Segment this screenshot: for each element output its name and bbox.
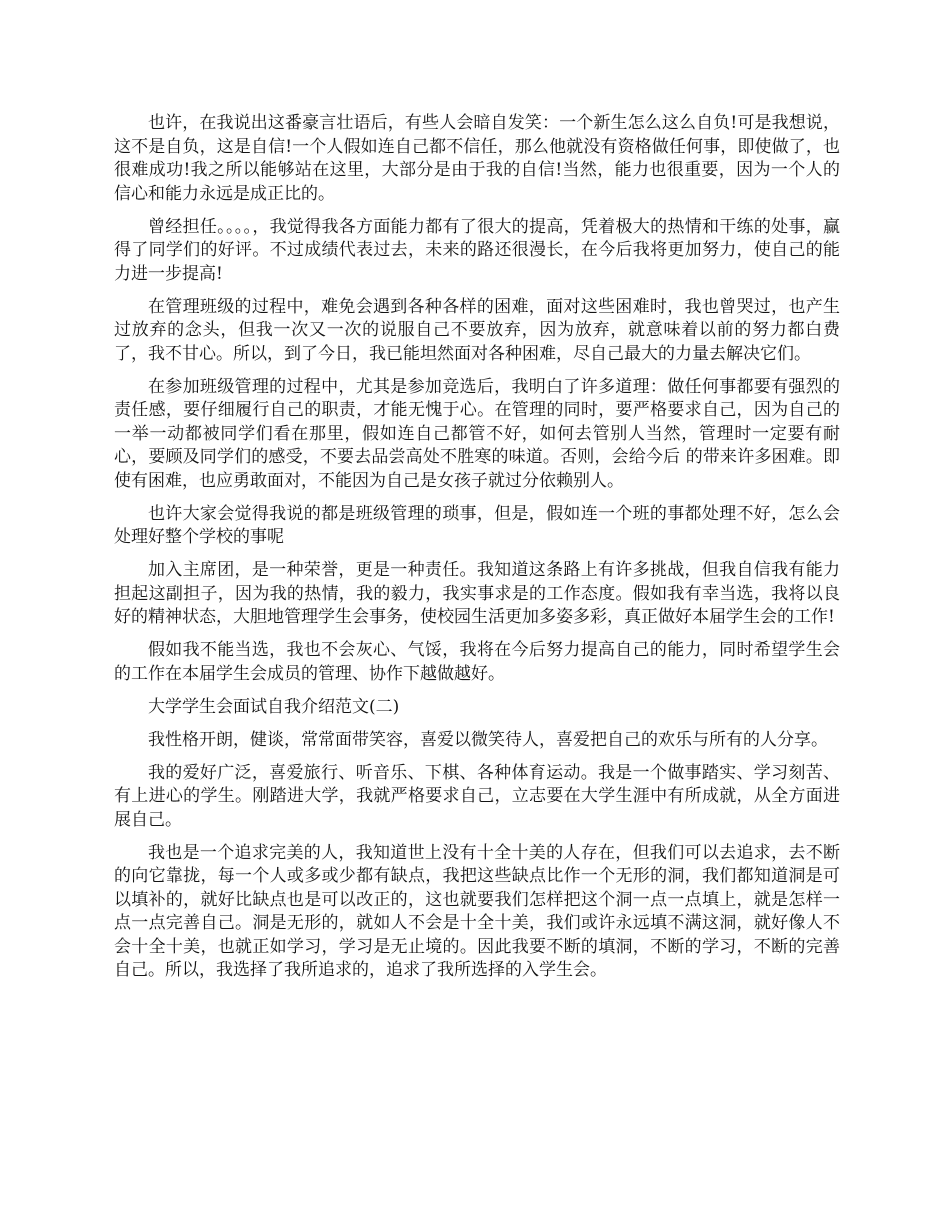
section-title: 大学学生会面试自我介绍范文(二) [148,696,400,717]
paragraph: 在管理班级的过程中，难免会遇到各种各样的困难，面对这些困难时，我也曾哭过，也产生过放弃的念头，但我一次又一次的说服自己不要放弃，因为放弃，就意味着以前的努力都白费了，我不甘心。所以，到了今日，我已能坦然面对各种困难，尽自己最大的力量去解决它们。 [114,296,840,364]
paragraph: 也许，在我说出这番豪言壮语后，有些人会暗自发笑：一个新生怎么这么自负!可是我想说，这不是自负，这是自信!一个人假如连自己都不信任，那么他就没有资格做任何事，即使做了，也很难成功!我之所以能够站在这里，大部分是由于我的自信!当然，能力也很重要，因为一个人的信心和能力永远是成正比的。 [114,113,840,204]
paragraph: 假如我不能当选，我也不会灰心、气馁，我将在今后努力提高自己的能力，同时希望学生会的工作在本届学生会成员的管理、协作下越做越好。 [114,640,840,684]
paragraph: 曾经担任。。。。，我觉得我各方面能力都有了很大的提高，凭着极大的热情和干练的处事，赢得了同学们的好评。不过成绩代表过去，未来的路还很漫长，在今后我将更加努力，使自己的能力进一步提高! [114,216,840,284]
paragraph: 在参加班级管理的过程中，尤其是参加竞选后，我明白了许多道理：做任何事都要有强烈的 责任感，要仔细履行自己的职责，才能无愧于心。在管理的同时，要严格要求自己，因为自己的一举一动都被同学们看在那里，假如连自己都管不好，如何去管别人当然，管理时一定要有耐心，要顾及同学们的感受，不要去品尝高处不胜寒的味道。否则，会给今后 的带来许多困难。即使有困难，也应勇敢面对，不能因为自己是女孩子就过分依赖别人。 [114,376,840,491]
document-body [114,112,840,992]
paragraph: 我的爱好广泛，喜爱旅行、听音乐、下棋、各种体育运动。我是一个做事踏实、学习刻苦、有上进心的学生。刚踏进大学，我就严格要求自己，立志要在大学生涯中有所成就，从全方面进展自己。 [114,762,840,830]
paragraph: 也许大家会觉得我说的都是班级管理的琐事，但是，假如连一个班的事都处理不好，怎么会处理好整个学校的事呢 [114,503,840,547]
paragraph: 我性格开朗，健谈，常常面带笑容，喜爱以微笑待人，喜爱把自己的欢乐与所有的人分享。 [148,729,828,750]
paragraph: 加入主席团，是一种荣誉，更是一种责任。我知道这条路上有许多挑战，但我自信我有能力担起这副担子，因为我的热情，我的毅力，我实事求是的工作态度。假如我有幸当选，我将以良好的精神状态，大胆地管理学生会事务，使校园生活更加多姿多彩，真正做好本届学生会的工作! [114,560,840,627]
paragraph: 我也是一个追求完美的人，我知道世上没有十全十美的人存在，但我们可以去追求，去不断的向它靠拢，每一个人或多或少都有缺点，我把这些缺点比作一个无形的洞，我们都知道洞是可以填补的，就好比缺点也是可以改正的，这也就要我们怎样把这个洞一点一点填上，就是怎样一点一点完善自己。洞是无形的，就如人不会是十全十美，我们或许永远填不满这洞，就好像人不会十全十美，也就正如学习，学习是无止境的。因此我要不断的填洞，不断的学习，不断的完善自己。所以，我选择了我所追求的，追求了我所选择的入学生会。 [114,842,840,980]
